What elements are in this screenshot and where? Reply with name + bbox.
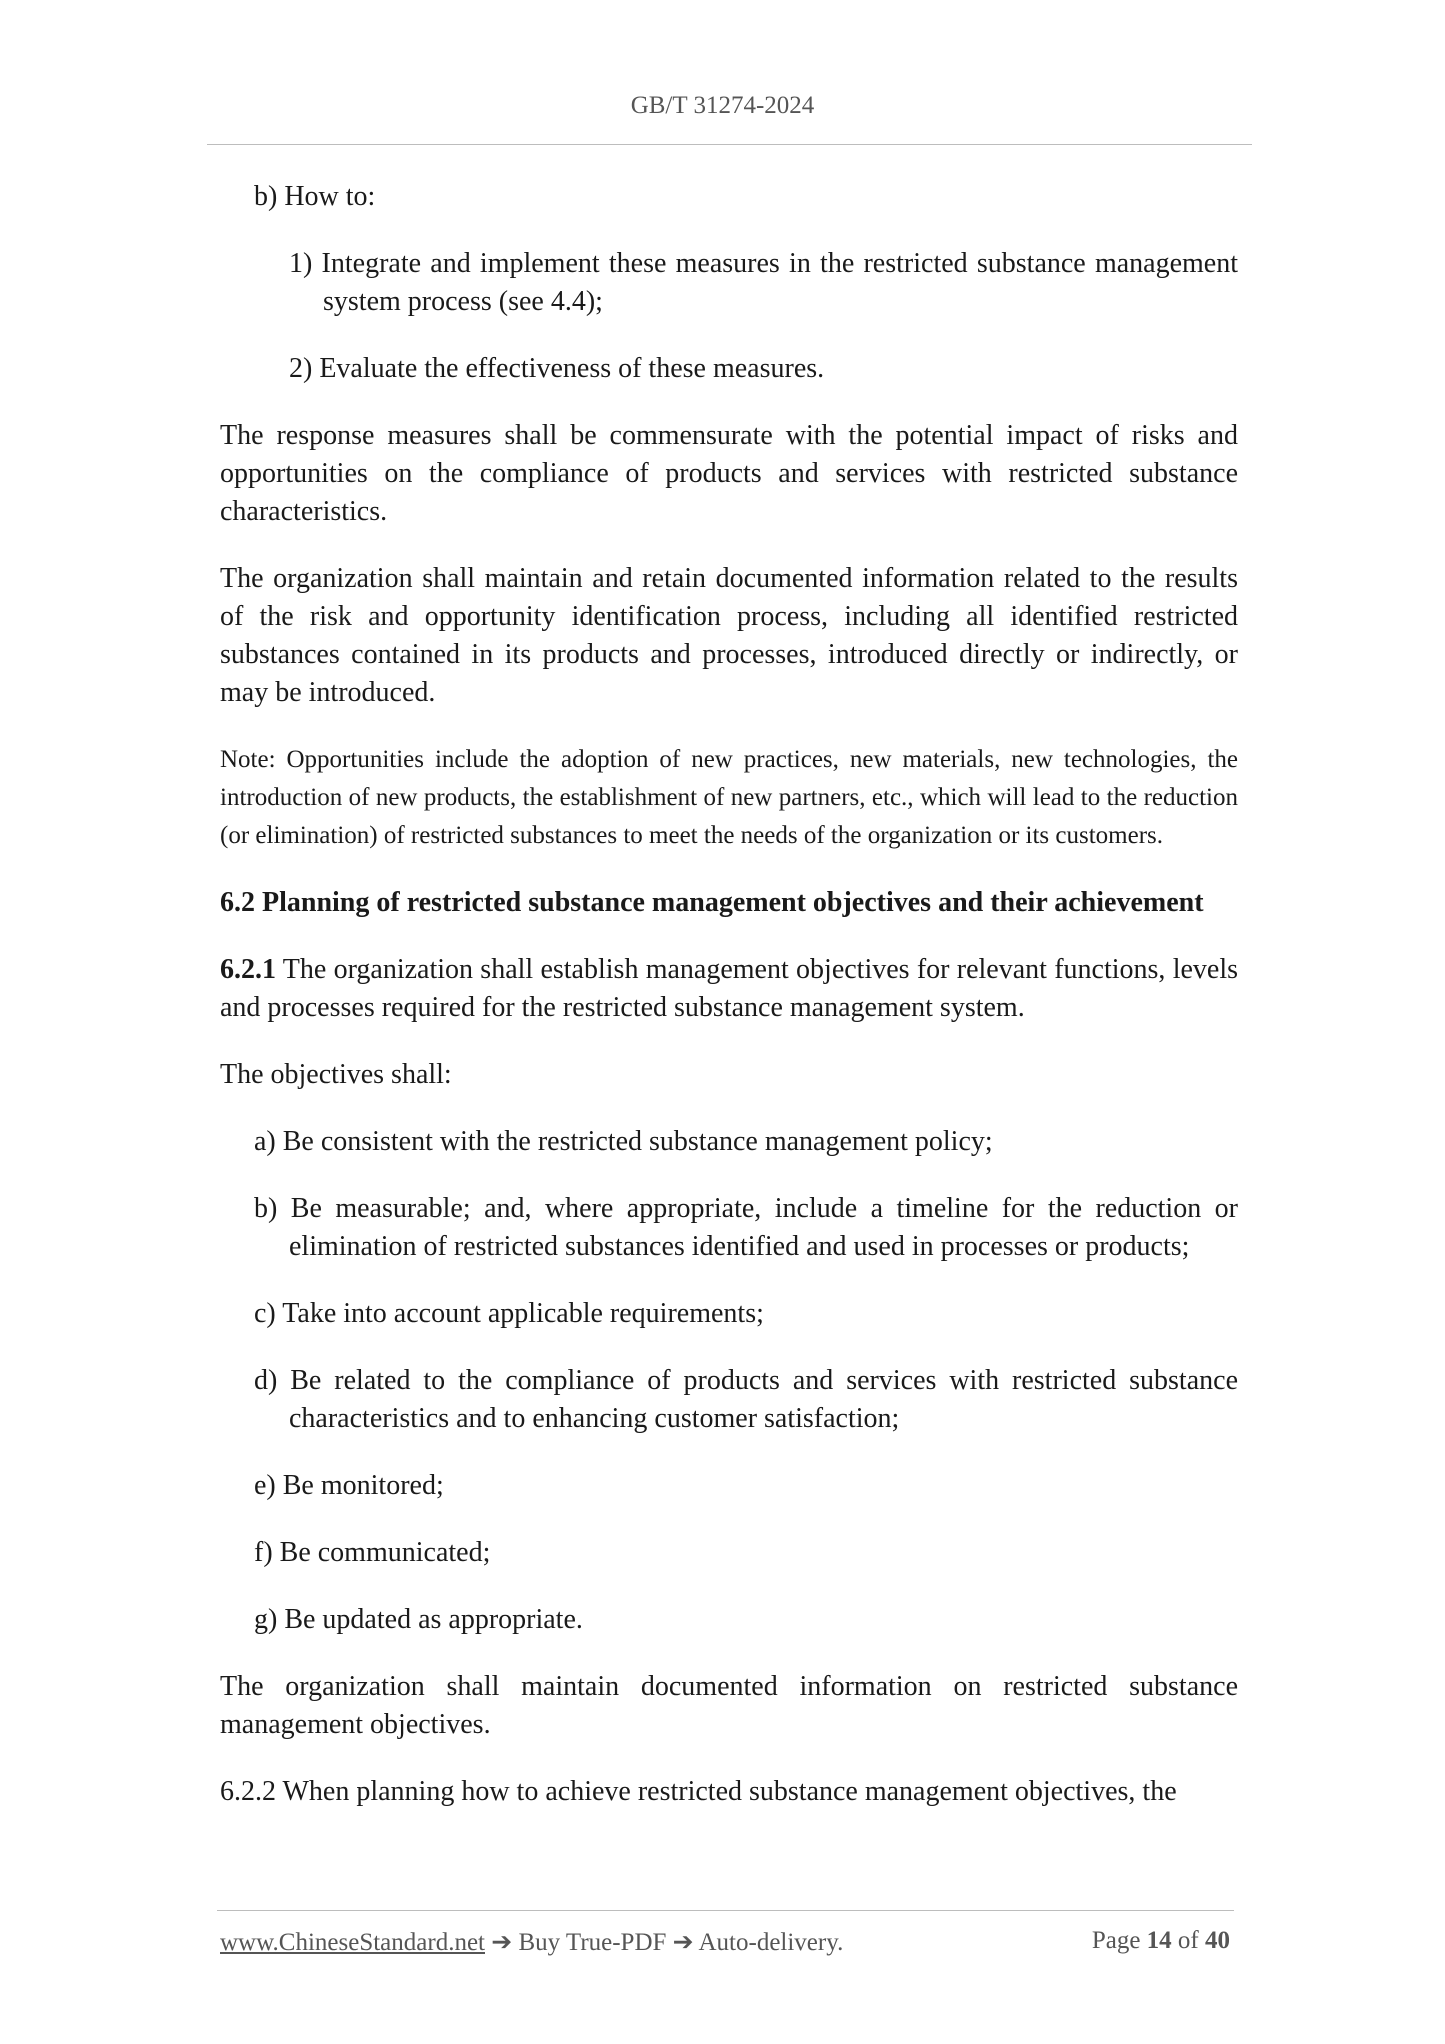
objective-item-e: e) Be monitored; [254, 1470, 444, 1501]
objective-item-a: a) Be consistent with the restricted substance management policy; [254, 1126, 993, 1157]
paragraph-documented-information: The organization shall maintain and retain documented information related to the results of the risk and opportunity identification process, including all identified restricted substances contained in its products and processes, introduced directly or indirectly, or may be introduced. [220, 563, 1238, 708]
sub-item-2: 2) Evaluate the effectiveness of these measures. [289, 353, 825, 384]
paragraph-objectives-documented: The organization shall maintain documented information on restricted substance management objectives. [220, 1671, 1238, 1740]
promo-text: ➔ Buy True-PDF ➔ Auto-delivery. [485, 1929, 844, 1956]
standard-code: GB/T 31274-2024 [630, 92, 815, 119]
current-page: 14 [1146, 1927, 1172, 1954]
objective-item-b: b) Be measurable; and, where appropriate, include a timeline for the reduction or elimination of restricted substances identified and used in processes or products; [254, 1193, 1238, 1262]
objective-item-c: c) Take into account applicable requirements; [254, 1298, 764, 1329]
clause-6-2-2: 6.2.2 When planning how to achieve restricted substance management objectives, the [220, 1776, 1177, 1807]
objectives-intro: The objectives shall: [220, 1059, 452, 1090]
footer-divider [217, 1910, 1234, 1911]
clause-6-2-1 [220, 951, 1238, 1027]
website-link[interactable]: www.ChineseStandard.net [220, 1929, 485, 1956]
page-label: Page [1091, 1927, 1141, 1954]
note-opportunities: Note: Opportunities include the adoption of new practices, new materials, new technologies, the introduction of new products, the establishment of new partners, etc., which will lead to the reduction (or elimination) of restricted substances to meet the needs of the organization or its customers. [220, 746, 1238, 849]
objective-item-g: g) Be updated as appropriate. [254, 1604, 583, 1635]
list-item-b-how-to: b) How to: [254, 181, 376, 212]
page-content [220, 178, 1238, 1811]
objective-item-f: f) Be communicated; [254, 1537, 491, 1568]
page-of-label: of [1177, 1927, 1199, 1954]
footer-promo [220, 1927, 843, 1957]
sub-item-1: 1) Integrate and implement these measures in the restricted substance management system process (see 4.4); [289, 248, 1238, 317]
clause-text: The organization shall establish management objectives for relevant functions, levels and processes required for the restricted substance management system. [220, 954, 1238, 1023]
header-divider [207, 144, 1252, 145]
paragraph-response-measures: The response measures shall be commensurate with the potential impact of risks and opportunities on the compliance of products and services with restricted substance characteristics. [220, 420, 1238, 527]
total-pages: 40 [1205, 1927, 1230, 1954]
clause-number: 6.2.1 [220, 954, 276, 985]
section-heading-6-2: 6.2 Planning of restricted substance management objectives and their achievement [220, 887, 1204, 918]
page-indicator [1092, 1927, 1230, 1955]
document-header [0, 92, 1445, 120]
objective-item-d: d) Be related to the compliance of products and services with restricted substance characteristics and to enhancing customer satisfaction; [254, 1365, 1238, 1434]
